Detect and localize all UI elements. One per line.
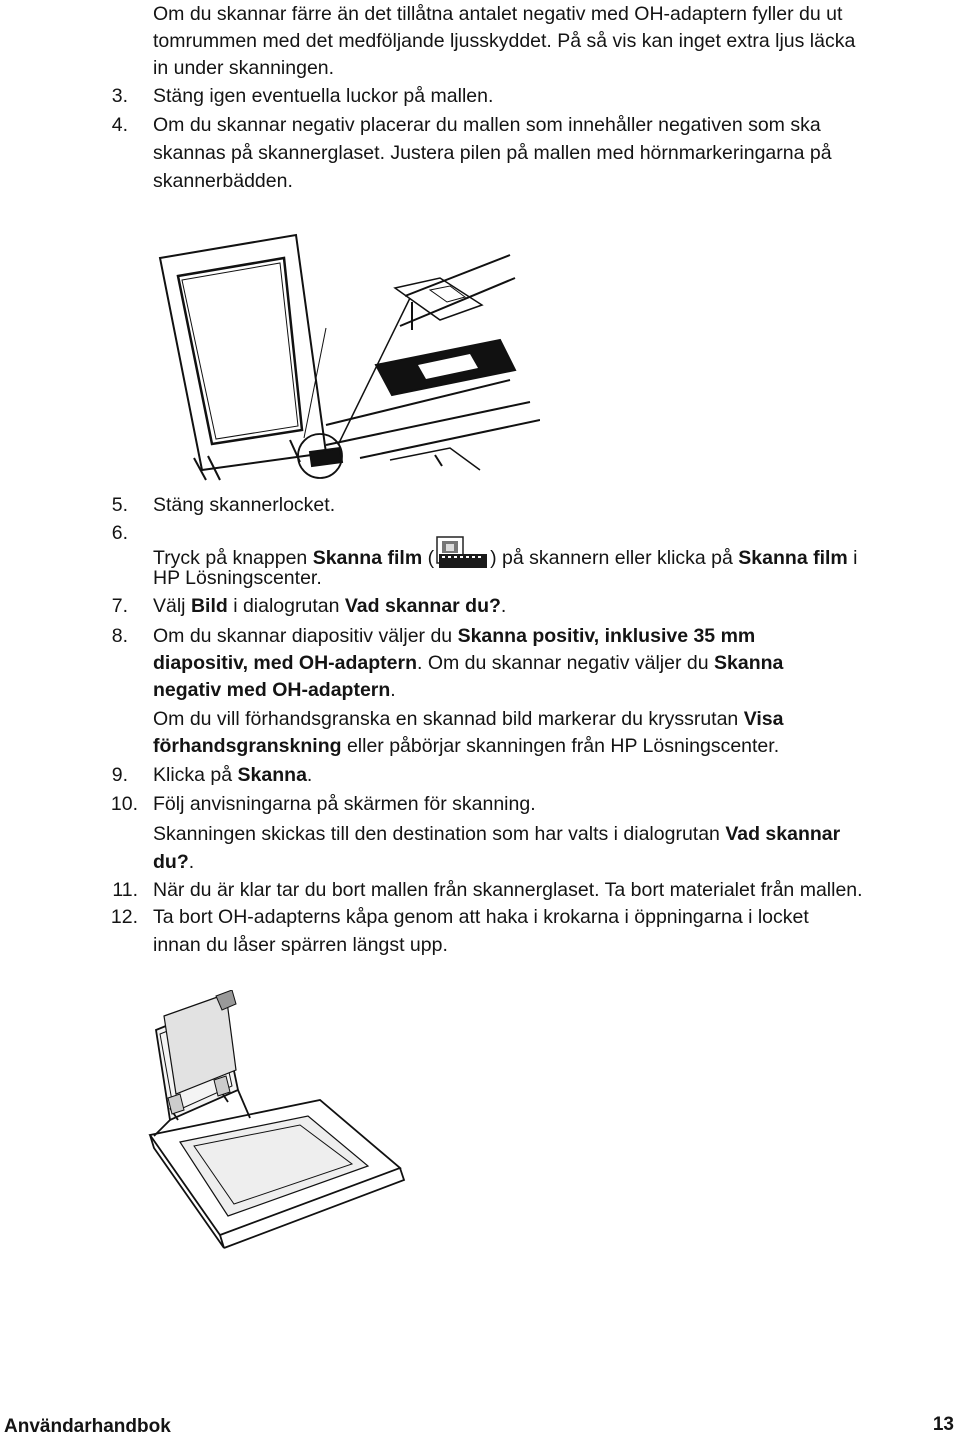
step-8-number: 8. <box>111 625 128 647</box>
step-4-line-2: skannas på skannerglaset. Justera pilen på mallen med hörnmarkeringarna på <box>153 142 832 164</box>
step-4-line-1: Om du skannar negativ placerar du mallen som innehåller negativen som ska <box>153 114 821 136</box>
step-12-line-1: Ta bort OH-adapterns kåpa genom att haka i krokarna i öppningarna i locket <box>153 906 809 928</box>
step-6-number: 6. <box>111 522 128 544</box>
step-8-line-4: Om du vill förhandsgranska en skannad bild markerar du kryssrutan Visa <box>153 708 784 730</box>
intro-line-1: Om du skannar färre än det tillåtna antalet negativ med OH-adaptern fyller du ut <box>153 3 843 25</box>
intro-line-2: tomrummen med det medföljande ljusskyddet. På så vis kan inget extra ljus läcka <box>153 30 856 52</box>
page-number: 13 <box>932 1414 954 1435</box>
step-8-line-5: förhandsgranskning eller påbörjar skanningen från HP Lösningscenter. <box>153 735 780 757</box>
intro-line-3: in under skanningen. <box>153 57 335 79</box>
step-11-number: 11. <box>112 879 138 901</box>
template-placement-illustration <box>150 230 540 485</box>
step-9-number: 9. <box>111 764 128 786</box>
step-7-number: 7. <box>111 595 128 617</box>
step-10-number: 10. <box>110 793 138 815</box>
step-4-number: 4. <box>111 114 128 136</box>
step-3-number: 3. <box>111 85 128 107</box>
step-12-line-2: innan du låser spärren längst upp. <box>153 934 448 956</box>
step-5-text: Stäng skannerlocket. <box>153 494 336 516</box>
film-scan-icon <box>436 536 488 570</box>
step-4-line-3: skannerbädden. <box>153 170 293 192</box>
step-10-line-3: du?. <box>153 851 195 873</box>
step-6-line-2: HP Lösningscenter. <box>153 567 322 589</box>
scanner-with-adapter-illustration <box>140 990 470 1250</box>
step-5-number: 5. <box>111 494 128 516</box>
step-9-text: Klicka på Skanna. <box>153 764 313 786</box>
step-11-text: När du är klar tar du bort mallen från skannerglaset. Ta bort materialet från mallen. <box>153 879 863 901</box>
step-8-line-1: Om du skannar diapositiv väljer du Skanna positiv, inklusive 35 mm <box>153 625 756 647</box>
step-12-number: 12. <box>110 906 138 928</box>
step-3-text: Stäng igen eventuella luckor på mallen. <box>153 85 494 107</box>
step-10-line-1: Följ anvisningarna på skärmen för skanning. <box>153 793 536 815</box>
footer-title: Användarhandbok <box>4 1416 171 1437</box>
step-10-line-2: Skanningen skickas till den destination som har valts i dialogrutan Vad skannar <box>153 823 841 845</box>
step-7-text: Välj Bild i dialogrutan Vad skannar du?. <box>153 595 507 617</box>
step-8-line-3: negativ med OH-adaptern. <box>153 679 396 701</box>
step-6-line-1: Tryck på knappen Skanna film ( ) på skannern eller klicka på Skanna film i <box>153 536 858 572</box>
step-8-line-2: diapositiv, med OH-adaptern. Om du skannar negativ väljer du Skanna <box>153 652 784 674</box>
